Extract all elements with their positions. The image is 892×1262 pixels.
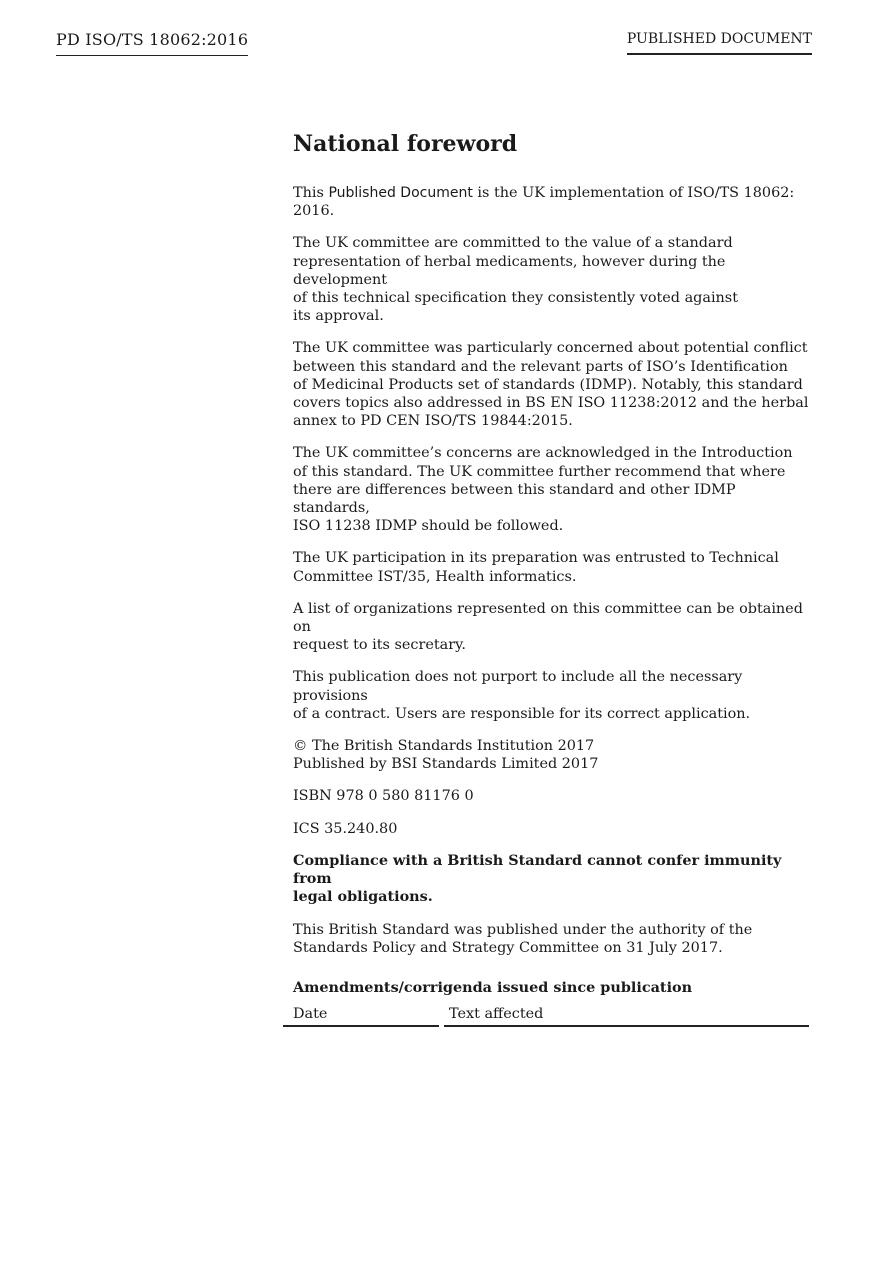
amendments-text-header: Text affected xyxy=(444,1005,809,1027)
concern-paragraph xyxy=(293,339,815,430)
text-line: © The British Standards Institution 2017 xyxy=(293,738,595,755)
intro-paragraph xyxy=(293,184,815,220)
text-line: covers topics also addressed in BS EN ISO 11238:2012 and the herbal xyxy=(293,395,809,412)
text-line: Committee IST/35, Health informatics. xyxy=(293,568,577,585)
text-line: of Medicinal Products set of standards (IDMP). Notably, this standard xyxy=(293,376,803,393)
text-line: request to its secretary. xyxy=(293,637,466,654)
text-line: The UK committee’s concerns are acknowledged in the Introduction xyxy=(293,445,793,462)
text-line: there are differences between this standard and other IDMP standards, xyxy=(293,481,736,517)
text-line: The UK participation in its preparation was entrusted to Technical xyxy=(293,550,779,567)
intro-doc-type: Published Document xyxy=(328,185,473,201)
text-line: The UK committee are committed to the value of a standard xyxy=(293,235,733,252)
text-line: its approval. xyxy=(293,308,384,325)
text-line: representation of herbal medicaments, however during the development xyxy=(293,253,726,288)
text-line: Standards Policy and Strategy Committee on 31 July 2017. xyxy=(293,939,723,956)
participation-paragraph xyxy=(293,549,815,585)
disclaimer-paragraph xyxy=(293,668,815,723)
ics-code: ICS 35.240.80 xyxy=(293,820,398,837)
text-line: This publication does not purport to include all the necessary provisions xyxy=(293,669,743,704)
text-line: A list of organizations represented on this committee can be obtained on xyxy=(293,600,803,636)
text-line: between this standard and the relevant parts of ISO’s Identification xyxy=(293,358,788,375)
text-line: of a contract. Users are responsible for its correct application. xyxy=(293,705,751,722)
text-line: legal obligations. xyxy=(293,888,433,906)
amendments-table xyxy=(283,1005,809,1031)
text-line: ISO 11238 IDMP should be followed. xyxy=(293,518,564,535)
text-line: annex to PD CEN ISO/TS 19844:2015. xyxy=(293,413,573,430)
amendments-title: Amendments/corrigenda issued since publication xyxy=(293,978,693,996)
document-id: PD ISO/TS 18062:2016 xyxy=(56,30,248,56)
text-line: of this standard. The UK committee further recommend that where xyxy=(293,463,786,480)
committee-paragraph xyxy=(293,234,815,325)
foreword-section xyxy=(293,130,815,1031)
compliance-notice xyxy=(293,852,815,907)
text-line: Published by BSI Standards Limited 2017 xyxy=(293,756,599,773)
intro-prefix: This xyxy=(293,185,329,201)
text-line: of this technical specification they consistently voted against xyxy=(293,290,738,307)
text-line: Compliance with a British Standard cannot confer immunity from xyxy=(293,851,782,888)
organizations-paragraph xyxy=(293,600,815,655)
intro-suffix-line1: is the UK implementation of ISO/TS 18062: xyxy=(472,185,795,201)
copyright-notice xyxy=(293,737,815,773)
page-title: National foreword xyxy=(293,131,518,157)
text-line: The UK committee was particularly concerned about potential conflict xyxy=(293,340,808,357)
intro-suffix-line2: 2016. xyxy=(293,203,335,220)
document-type-label: PUBLISHED DOCUMENT xyxy=(627,31,812,55)
isbn: ISBN 978 0 580 81176 0 xyxy=(293,788,474,805)
text-line: This British Standard was published under the authority of the xyxy=(293,921,753,938)
authority-paragraph xyxy=(293,921,815,957)
acknowledgement-paragraph xyxy=(293,444,815,535)
amendments-date-header: Date xyxy=(283,1005,439,1027)
